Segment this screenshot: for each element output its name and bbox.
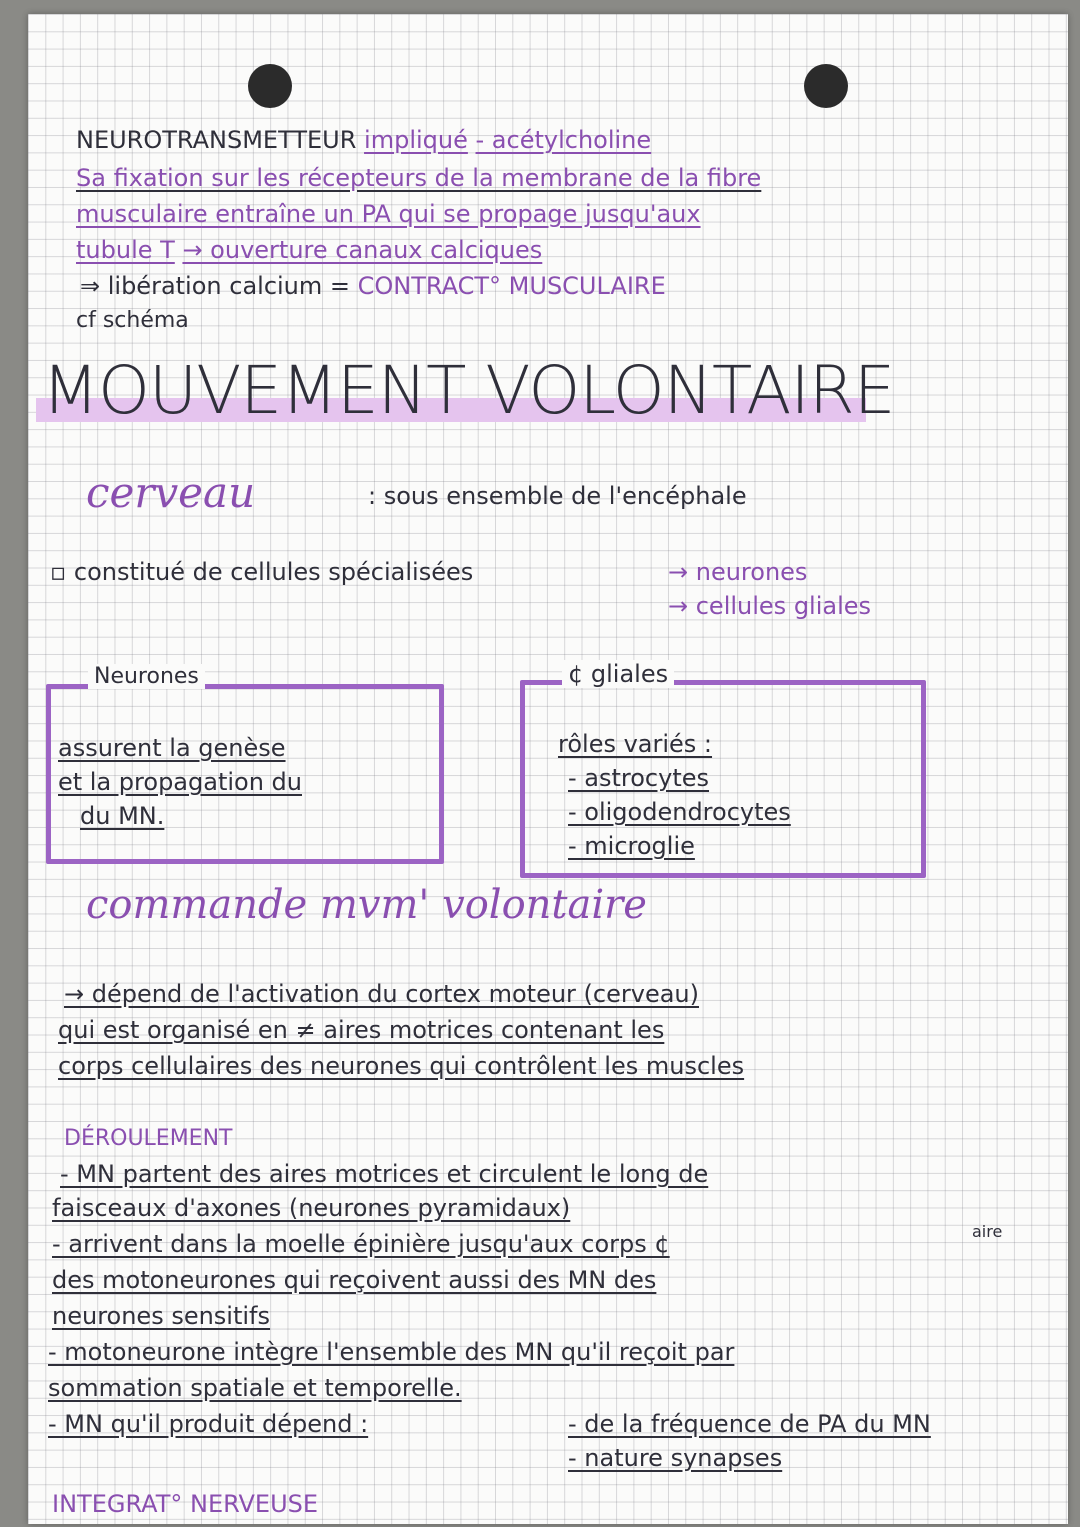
deroulement-d6: - motoneurone intègre l'ensemble des MN qu'il reçoit par bbox=[48, 1338, 735, 1366]
punch-hole-left bbox=[248, 64, 292, 108]
cerveau-heading: cerveau bbox=[86, 468, 256, 517]
commande-p2: qui est organisé en ≠ aires motrices contenant les bbox=[58, 1016, 665, 1044]
commande-p1: → dépend de l'activation du cortex moteur (cerveau) bbox=[64, 980, 699, 1008]
deroulement-d7: sommation spatiale et temporelle. bbox=[48, 1374, 462, 1402]
line-musculaire: musculaire entraîne un PA qui se propage jusqu'aux bbox=[76, 200, 701, 228]
gliales-line2: - astrocytes bbox=[568, 764, 710, 792]
commande-heading: commande mvm' volontaire bbox=[86, 882, 647, 928]
text-contraction: CONTRACT° MUSCULAIRE bbox=[357, 272, 666, 300]
box-neurones-label: Neurones bbox=[88, 664, 205, 689]
deroulement-d4: des motoneurones qui reçoivent aussi des MN des bbox=[52, 1266, 657, 1294]
cerveau-definition: : sous ensemble de l'encéphale bbox=[368, 482, 747, 510]
notebook-page bbox=[28, 14, 1068, 1524]
deroulement-d3: - arrivent dans la moelle épinière jusqu'aux corps ¢ bbox=[52, 1230, 670, 1258]
footer-integration-nerveuse: INTEGRAT° NERVEUSE bbox=[52, 1490, 319, 1518]
line-neurotransmetteur bbox=[76, 126, 651, 154]
line-tubule bbox=[76, 236, 542, 264]
line-liberation bbox=[80, 272, 666, 300]
deroulement-d5: neurones sensitifs bbox=[52, 1302, 271, 1330]
gliales-line1: rôles variés : bbox=[558, 730, 713, 758]
arrow-neurones: → neurones bbox=[668, 558, 808, 586]
arrow-cellules-gliales: → cellules gliales bbox=[668, 592, 872, 620]
text-implique: impliqué bbox=[364, 126, 468, 154]
deroulement-d9: - nature synapses bbox=[568, 1444, 783, 1472]
gliales-line4: - microglie bbox=[568, 832, 695, 860]
deroulement-aire: aire bbox=[972, 1222, 1003, 1241]
deroulement-d1: - MN partent des aires motrices et circulent le long de bbox=[60, 1160, 709, 1188]
deroulement-d8a: - MN qu'il produit dépend : bbox=[48, 1410, 369, 1438]
section-title: MOUVEMENT VOLONTAIRE bbox=[42, 352, 895, 429]
text-ouverture: → ouverture canaux calciques bbox=[182, 236, 543, 264]
punch-hole-right bbox=[804, 64, 848, 108]
deroulement-d8b: - de la fréquence de PA du MN bbox=[568, 1410, 931, 1438]
deroulement-heading: DÉROULEMENT bbox=[64, 1126, 233, 1151]
box-gliales-label: ¢ gliales bbox=[562, 660, 674, 688]
text-liberation: ⇒ libération calcium = bbox=[80, 272, 351, 300]
text-tubule: tubule T bbox=[76, 236, 175, 264]
neurones-line3: du MN. bbox=[80, 802, 165, 830]
line-fixation: Sa fixation sur les récepteurs de la membrane de la fibre bbox=[76, 164, 762, 192]
text-neurotransmetteur: NEUROTRANSMETTEUR bbox=[76, 126, 357, 154]
constitue-line: ▫ constitué de cellules spécialisées bbox=[50, 558, 474, 586]
neurones-line1: assurent la genèse bbox=[58, 734, 286, 762]
neurones-line2: et la propagation du bbox=[58, 768, 302, 796]
commande-p3: corps cellulaires des neurones qui contrôlent les muscles bbox=[58, 1052, 745, 1080]
deroulement-d2: faisceaux d'axones (neurones pyramidaux) bbox=[52, 1194, 571, 1222]
text-acetylcholine: - acétylcholine bbox=[475, 126, 652, 154]
line-cf-schema: cf schéma bbox=[76, 308, 189, 333]
gliales-line3: - oligodendrocytes bbox=[568, 798, 791, 826]
